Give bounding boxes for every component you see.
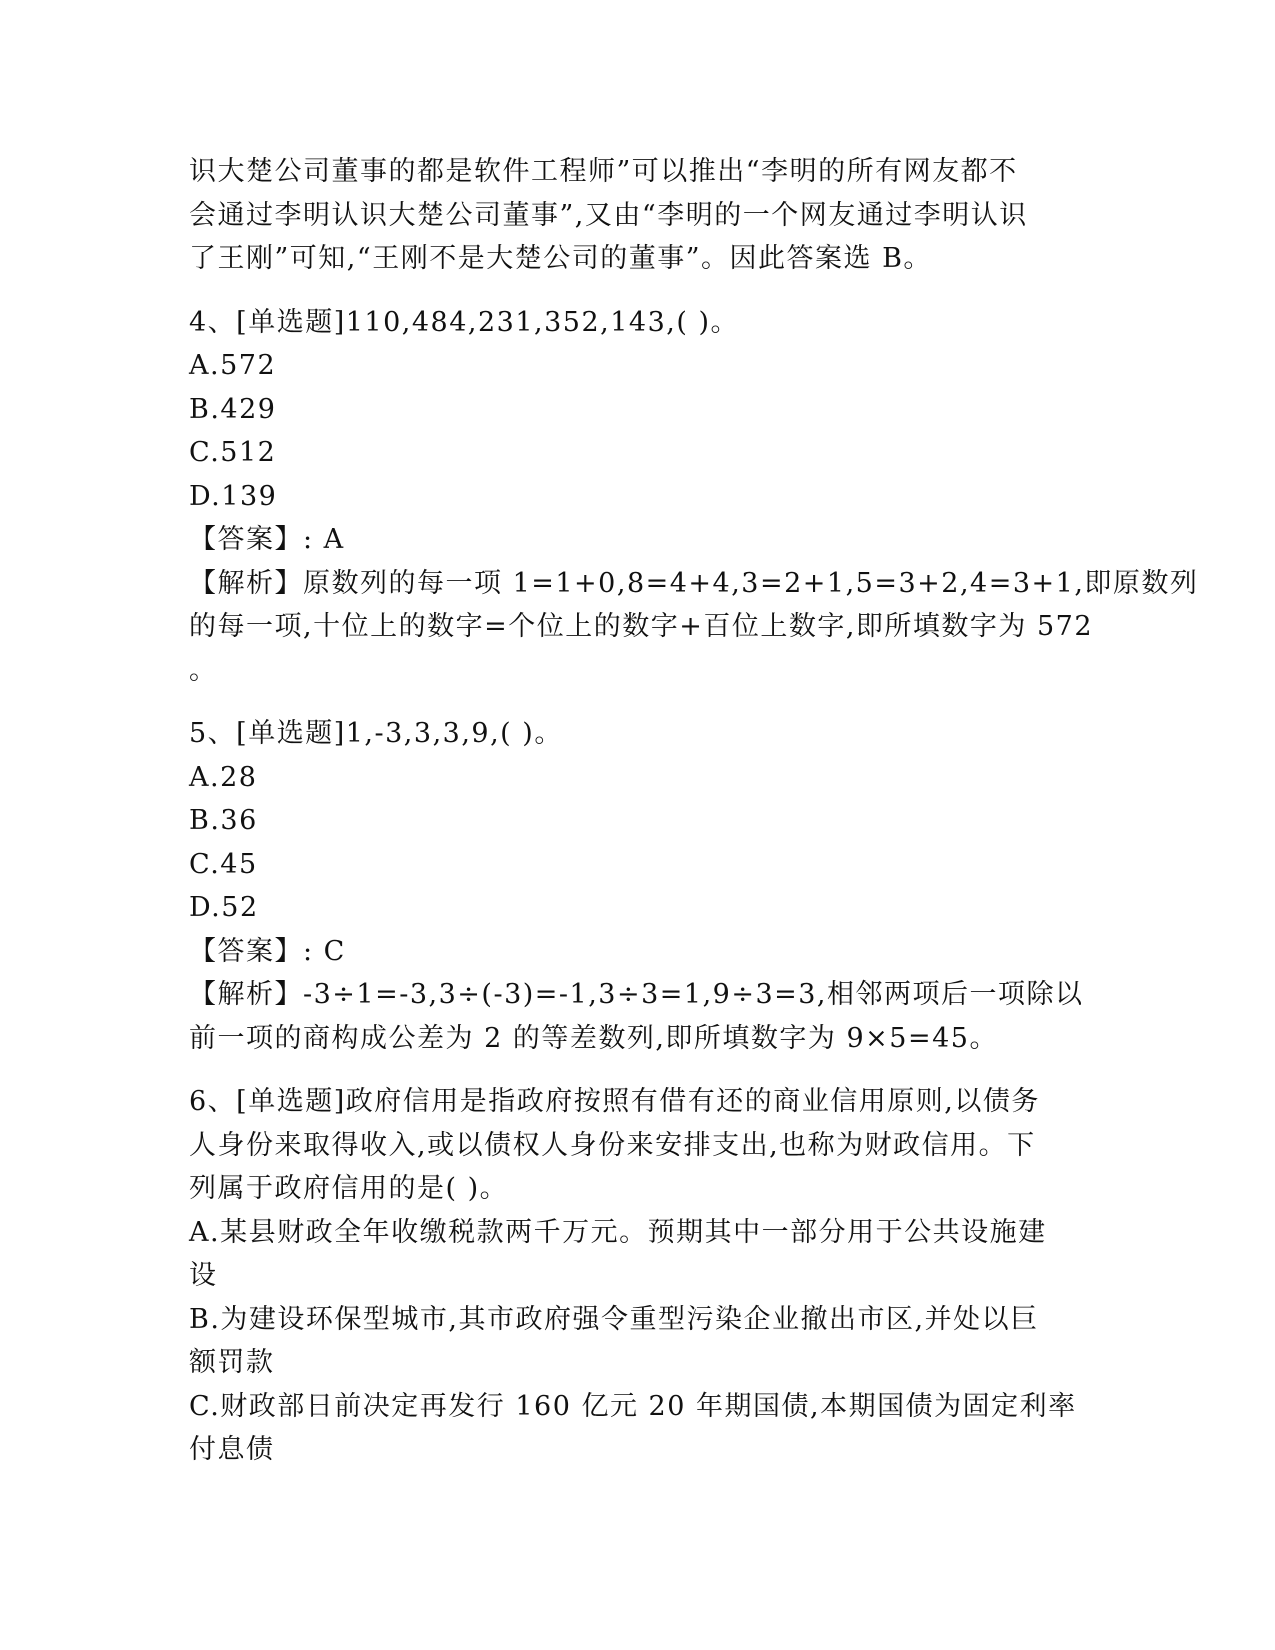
analysis-line: 。 (189, 654, 218, 686)
text-line: 了王刚”可知,“王刚不是大楚公司的董事”。因此答案选 B。 (189, 243, 932, 274)
answer-line: 【答案】: A (189, 524, 345, 555)
question-6 (189, 1080, 1089, 1472)
option-a: A.572 (189, 350, 277, 381)
option-c: C.财政部日前决定再发行 160 亿元 20 年期国债,本期国债为固定利率 (189, 1390, 1077, 1422)
option-c-continued: 付息债 (189, 1434, 275, 1465)
option-d: D.52 (189, 892, 259, 923)
text-line: 会通过李明认识大楚公司董事”,又由“李明的一个网友通过李明认识 (189, 199, 1028, 231)
option-a-continued: 设 (189, 1260, 218, 1291)
answer-line: 【答案】: C (189, 935, 346, 967)
document-page (189, 150, 1199, 1472)
analysis-line: 前一项的商构成公差为 2 的等差数列,即所填数字为 9×5=45。 (189, 1022, 998, 1054)
analysis-line: 【解析】-3÷1=-3,3÷(-3)=-1,3÷3=1,9÷3=3,相邻两项后一项除以 (189, 979, 1084, 1010)
option-b-continued: 额罚款 (189, 1347, 275, 1378)
option-b: B.为建设环保型城市,其市政府强令重型污染企业撤出市区,并处以巨 (189, 1303, 1039, 1335)
analysis-line: 【解析】原数列的每一项 1=1+0,8=4+4,3=2+1,5=3+2,4=3+1,即原数列 (189, 567, 1199, 599)
option-c: C.512 (189, 437, 277, 468)
question-stem: 人身份来取得收入,或以债权人身份来安排支出,也称为财政信用。下 (189, 1129, 1036, 1161)
option-a: A.某县财政全年收缴税款两千万元。预期其中一部分用于公共设施建 (189, 1216, 1047, 1248)
option-b: B.36 (189, 805, 258, 836)
option-a: A.28 (189, 761, 258, 793)
text-line: 识大楚公司董事的都是软件工程师”可以推出“李明的所有网友都不 (189, 156, 1018, 187)
option-d: D.139 (189, 480, 278, 512)
question-stem: 6、[单选题]政府信用是指政府按照有借有还的商业信用原则,以债务 (189, 1086, 1040, 1117)
previous-analysis-continuation (189, 150, 1089, 281)
option-b: B.429 (189, 393, 277, 425)
analysis-line: 的每一项,十位上的数字=个位上的数字+百位上数字,即所填数字为 572 (189, 611, 1094, 642)
question-stem: 列属于政府信用的是( )。 (189, 1173, 509, 1204)
option-c: C.45 (189, 848, 258, 880)
question-4 (189, 301, 1199, 693)
question-stem: 4、[单选题]110,484,231,352,143,( )。 (189, 306, 739, 338)
question-stem: 5、[单选题]1,-3,3,3,9,( )。 (189, 718, 563, 749)
question-5 (189, 712, 1089, 1060)
